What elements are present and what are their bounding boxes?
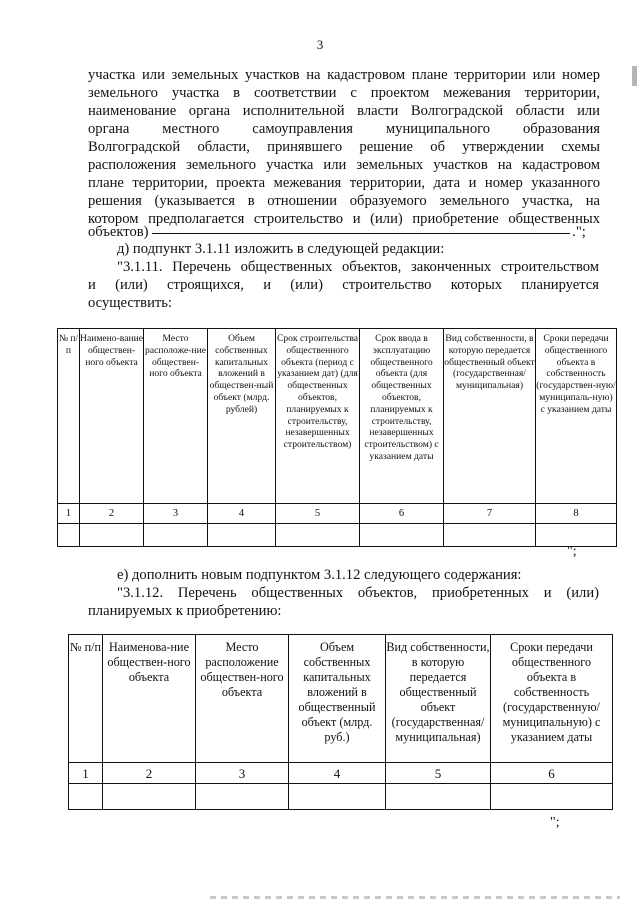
header-cell: Срок строительства общественного объекта (период с указанием дат) (для общественных объектов, планируемых к строительству, незавершенных строительством)	[276, 329, 360, 504]
intro-last-word: объектов)	[88, 224, 149, 240]
empty-cell	[69, 784, 103, 810]
para-3111-line-3: осуществить:	[88, 295, 172, 311]
page-number: 3	[316, 37, 324, 52]
intro-line-4: органа местного самоуправления муниципального образования	[88, 121, 600, 137]
empty-cell	[144, 524, 208, 547]
intro-line-1: участка или земельных участков на кадастровом плане территории или номер	[88, 67, 600, 83]
column-number: 1	[58, 504, 80, 524]
intro-last-tail: .";	[572, 224, 586, 240]
column-number: 5	[276, 504, 360, 524]
column-number: 3	[144, 504, 208, 524]
intro-line-7: плане территории, проекта межевания территории, дата и номер указанного	[88, 175, 600, 191]
table-empty-row	[58, 524, 617, 547]
header-cell: № п/п	[58, 329, 80, 504]
empty-cell	[491, 784, 613, 810]
column-number: 4	[289, 763, 386, 784]
scan-edge-mark	[632, 66, 637, 86]
table-number-row	[69, 763, 613, 784]
column-number: 6	[491, 763, 613, 784]
intro-line-9: котором предполагается строительство и (или) приобретение общественных	[88, 211, 600, 227]
table-empty-row	[69, 784, 613, 810]
header-cell: № п/п	[69, 635, 103, 763]
header-cell: Вид собственности, в которую передается общественный объект (государственная/ муниципальная)	[444, 329, 536, 504]
header-cell: Наимено-вание обществен-ного объекта	[80, 329, 144, 504]
para-3112-line-1: "3.1.12. Перечень общественных объектов, приобретенных и (или)	[117, 585, 599, 601]
intro-line-5: Волгоградской области, принявшего решение об утверждении схемы	[88, 139, 600, 155]
empty-cell	[386, 784, 491, 810]
intro-line-2: земельного участка в соответствии с проектом межевания территории,	[88, 85, 600, 101]
intro-line-8: решения (указывается в отношении образуемого земельного участка, на	[88, 193, 600, 209]
empty-cell	[80, 524, 144, 547]
column-number: 2	[80, 504, 144, 524]
empty-cell	[208, 524, 276, 547]
header-cell: Срок ввода в эксплуатацию общественного объекта (для общественных объектов, планируемых к строительству, незавершенных строительством) с указанием даты	[360, 329, 444, 504]
intro-line-3: наименование органа исполнительной власти Волгоградской области или	[88, 103, 600, 119]
empty-cell	[444, 524, 536, 547]
header-cell: Вид собственности, в которую передается общественный объект (государственная/ муниципальная)	[386, 635, 491, 763]
table-header-row	[69, 635, 613, 763]
header-cell: Наименова-ние обществен-ного объекта	[103, 635, 196, 763]
column-number: 6	[360, 504, 444, 524]
empty-cell	[58, 524, 80, 547]
header-cell: Объем собственных капитальных вложений в общественный объект (млрд. руб.)	[289, 635, 386, 763]
table-header-row	[58, 329, 617, 504]
header-cell: Место расположе-ние обществен-ного объекта	[144, 329, 208, 504]
header-cell: Место расположение обществен-ного объекта	[196, 635, 289, 763]
empty-cell	[289, 784, 386, 810]
objects-table-3111	[57, 328, 617, 547]
column-number: 7	[444, 504, 536, 524]
header-cell: Сроки передачи общественного объекта в собственность (государствен-ную/ муниципаль-ную) с указанием даты	[536, 329, 617, 504]
header-cell: Сроки передачи общественного объекта в собственность (государственную/ муниципальную) с указанием даты	[491, 635, 613, 763]
empty-cell	[196, 784, 289, 810]
table-number-row	[58, 504, 617, 524]
header-cell: Объем собственных капитальных вложений в обществен-ный объект (млрд. рублей)	[208, 329, 276, 504]
intro-last-line	[88, 223, 608, 241]
para-3111-line-1: "3.1.11. Перечень общественных объектов, законченных строительством	[117, 259, 599, 275]
item-d: д) подпункт 3.1.11 изложить в следующей редакции:	[117, 241, 445, 257]
objects-table-3112	[68, 634, 613, 810]
para-3112-line-2: планируемых к приобретению:	[88, 603, 282, 619]
column-number: 5	[386, 763, 491, 784]
item-e: е) дополнить новым подпунктом 3.1.12 следующего содержания:	[117, 567, 522, 583]
column-number: 3	[196, 763, 289, 784]
column-number: 1	[69, 763, 103, 784]
close-quote-2: ";	[550, 815, 560, 830]
scan-artifact-strip	[210, 896, 620, 899]
empty-cell	[276, 524, 360, 547]
close-quote-1: ";	[567, 544, 577, 559]
fill-line	[152, 233, 570, 234]
column-number: 4	[208, 504, 276, 524]
empty-cell	[103, 784, 196, 810]
column-number: 2	[103, 763, 196, 784]
column-number: 8	[536, 504, 617, 524]
para-3111-line-2: и (или) строящихся, и (или) строительство которых планируется	[88, 277, 599, 293]
empty-cell	[360, 524, 444, 547]
intro-line-6: расположения земельного участка или земельных участков на кадастровом	[88, 157, 600, 173]
